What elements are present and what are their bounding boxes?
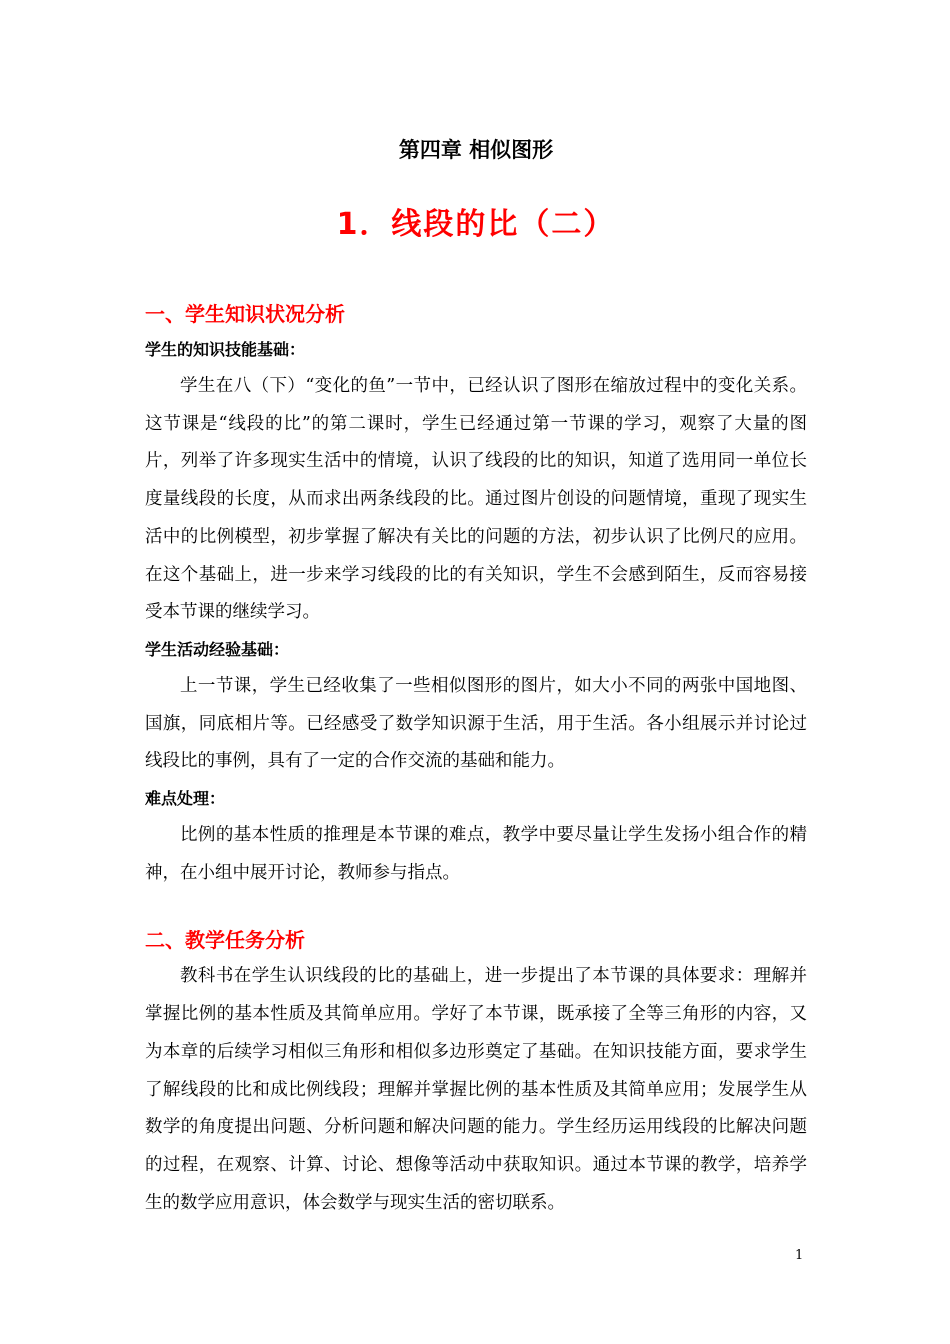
paragraph-activity-base: 上一节课，学生已经收集了一些相似图形的图片，如大小不同的两张中国地图、国旗，同底相片等。已经感受了数学知识源于生活，用于生活。各小组展示并讨论过线段比的事例，具有了一定的合作交流的基础和能力。 bbox=[145, 675, 807, 772]
paragraph-task-analysis: 教科书在学生认识线段的比的基础上，进一步提出了本节课的具体要求：理解并掌握比例的基本性质及其简单应用。学好了本节课，既承接了全等三角形的内容，又为本章的后续学习相似三角形和相似多边形奠定了基础。在知识技能方面，要求学生了解线段的比和成比例线段；理解并掌握比例的基本性质及其简单应用；发展学生从数学的角度提出问题、分析问题和解决问题的能力。学生经历运用线段的比解决问题的过程，在观察、计算、讨论、想像等活动中获取知识。通过本节课的教学，培养学生的数学应用意识，体会数学与现实生活的密切联系。 bbox=[145, 966, 807, 1213]
subsection-heading-knowledge-base: 学生的知识技能基础： bbox=[145, 340, 306, 359]
section-heading-task-analysis: 二、教学任务分析 bbox=[145, 928, 305, 953]
section-heading-student-analysis: 一、学生知识状况分析 bbox=[145, 302, 345, 326]
page-number: 1 bbox=[795, 1248, 804, 1263]
subsection-heading-difficulty: 难点处理： bbox=[145, 789, 226, 809]
document-page bbox=[145, 130, 807, 1222]
paragraph-difficulty: 比例的基本性质的推理是本节课的难点，教学中要尽量让学生发扬小组合作的精神，在小组中展开讨论，教师参与指点。 bbox=[145, 825, 807, 883]
paragraph-knowledge-base: 学生在八（下）“变化的鱼”一节中，已经认识了图形在缩放过程中的变化关系。这节课是“线段的比”的第二课时，学生已经通过第一节课的学习，观察了大量的图片，列举了许多现实生活中的情境，认识了线段的比的知识，知道了选用同一单位长度量线段的长度，从而求出两条线段的比。通过图片创设的问题情境，重现了现实生活中的比例模型，初步掌握了解决有关比的问题的方法，初步认识了比例尺的应用。在这个基础上，进一步来学习线段的比的有关知识，学生不会感到陌生，反而容易接受本节课的继续学习。 bbox=[145, 376, 807, 623]
subsection-heading-activity-base: 学生活动经验基础： bbox=[145, 639, 290, 659]
lesson-title: 1．线段的比（二） bbox=[336, 207, 616, 242]
chapter-title: 第四章 相似图形 bbox=[398, 138, 554, 162]
